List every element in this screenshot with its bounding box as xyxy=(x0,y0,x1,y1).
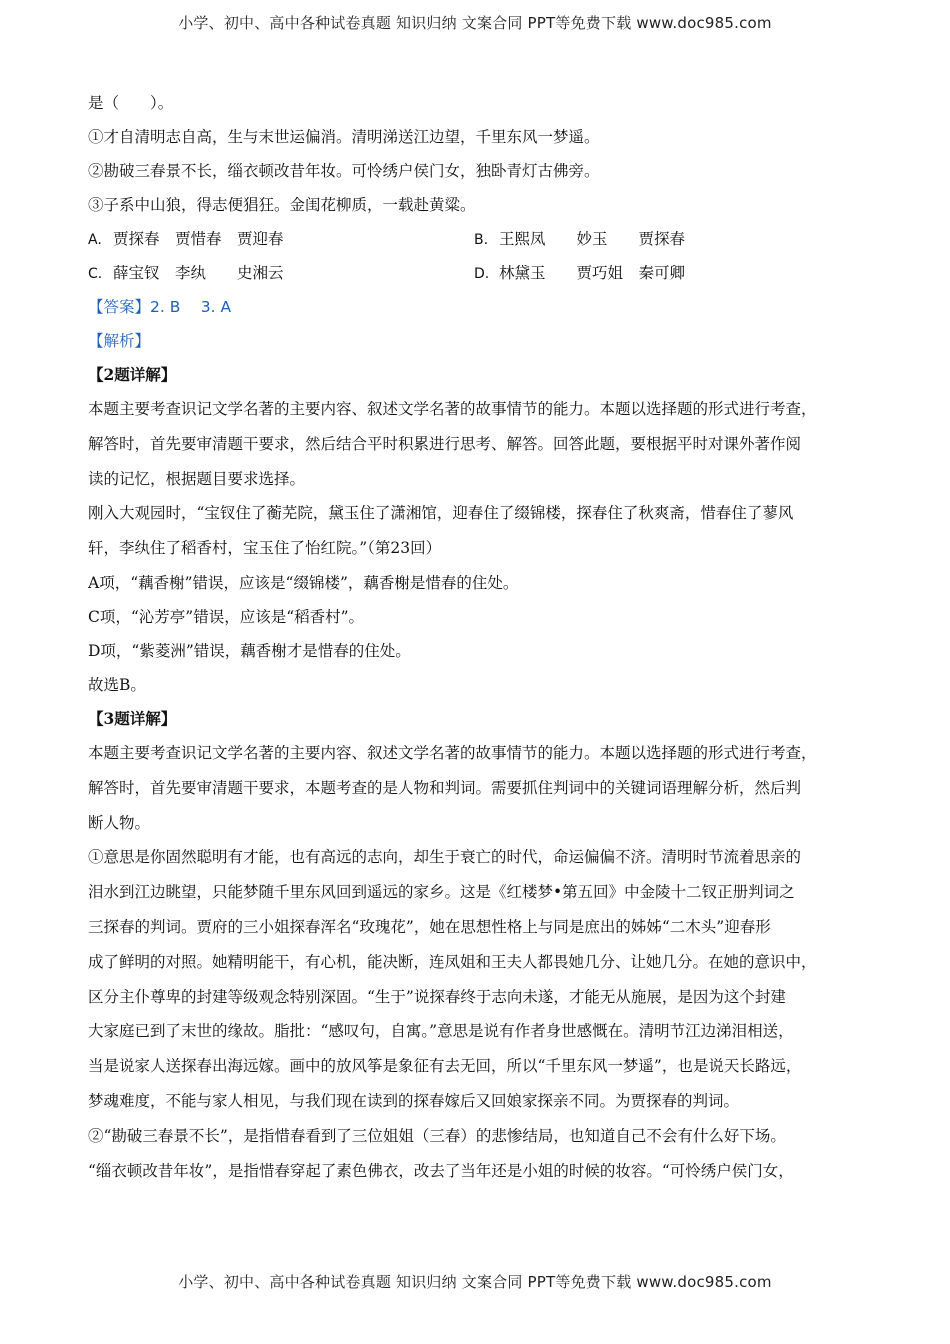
question-stem-tail: 是（ ）。 xyxy=(88,94,174,112)
option-letter: C. xyxy=(88,266,103,282)
paragraph-line: 区分主仆尊卑的封建等级观念特别深固。“生于”说探春终于志向未遂，才能无从施展，是因为这个封建 xyxy=(88,987,786,1006)
option-text: 贾探春 贾惜春 贾迎春 xyxy=(113,230,284,248)
analysis-label: 【解析】 xyxy=(88,332,151,350)
paragraph-line: 大家庭已到了末世的缘故。脂批：“感叹句，自寓。”意思是说有作者身世感慨在。清明节江边涕泪相送， xyxy=(88,1022,794,1041)
paragraph-line: 断人物。 xyxy=(88,813,151,832)
option-d xyxy=(474,256,860,290)
option-b xyxy=(474,222,860,256)
answer-line xyxy=(88,290,878,324)
paragraph-line: C项，“沁芳亭”错误，应该是“稻香村”。 xyxy=(88,607,365,626)
option-text: 薛宝钗 李纨 史湘云 xyxy=(113,264,284,282)
paragraph-line: D项，“紫菱洲”错误，藕香榭才是惜春的住处。 xyxy=(88,641,411,660)
judgement-line: ②勘破三春景不长，缁衣顿改昔年妆。可怜绣户侯门女，独卧青灯古佛旁。 xyxy=(88,162,600,180)
options-row xyxy=(88,256,878,290)
paragraph-line: 解答时，首先要审清题干要求，本题考查的是人物和判词。需要抓住判词中的关键词语理解分析，然后判 xyxy=(88,778,802,797)
option-letter: B. xyxy=(474,232,489,248)
paragraph-line: 轩，李纨住了稻香村，宝玉住了怡红院。”（第23回） xyxy=(88,539,442,558)
paragraph-line: 当是说家人送探春出海远嫁。画中的放风筝是象征有去无回，所以“千里东风一梦遥”，也是说天长路远， xyxy=(88,1057,802,1076)
option-letter: D. xyxy=(474,266,490,282)
option-text: 林黛玉 贾巧姐 秦可卿 xyxy=(499,264,686,282)
option-c xyxy=(88,256,474,290)
judgement-line: ③子系中山狼，得志便猖狂。金闺花柳质，一载赴黄粱。 xyxy=(88,196,476,214)
q3-title: 【3题详解】 xyxy=(88,708,177,728)
options-row xyxy=(88,222,878,256)
paragraph-line: ②“勘破三春景不长”，是指惜春看到了三位姐姐（三春）的悲惨结局，也知道自己不会有什么好下场。 xyxy=(88,1126,786,1145)
answer-label: 【答案】 xyxy=(88,298,151,316)
judgement-line: ①才自清明志自高，生与末世运偏消。清明涕送江边望，千里东风一梦遥。 xyxy=(88,128,600,146)
option-text: 王熙凤 妙玉 贾探春 xyxy=(499,230,686,248)
paragraph-line: 本题主要考查识记文学名著的主要内容、叙述文学名著的故事情节的能力。本题以选择题的形式进行考查， xyxy=(88,743,817,762)
option-a xyxy=(88,222,474,256)
analysis-line xyxy=(88,324,878,358)
answer-text: 2. B 3. A xyxy=(150,298,232,316)
paragraph-line: ①意思是你固然聪明有才能，也有高远的志向，却生于衰亡的时代，命运偏偏不济。清明时节流着思亲的 xyxy=(88,848,802,867)
document-body xyxy=(88,86,878,1188)
paragraph-line: 梦魂难度，不能与家人相见，与我们现在读到的探春嫁后又回娘家探亲不同。为贾探春的判词。 xyxy=(88,1091,740,1110)
header-banner: 小学、初中、高中各种试卷真题 知识归纳 文案合同 PPT等免费下载 www.doc985.com xyxy=(178,14,772,32)
paragraph-line: 读的记忆，根据题目要求选择。 xyxy=(88,469,306,488)
paragraph-line: 泪水到江边眺望，只能梦随千里东风回到遥远的家乡。这是《红楼梦•第五回》中金陵十二钗正册判词之 xyxy=(88,883,795,902)
paragraph-line: 故选B。 xyxy=(88,675,146,694)
q2-title: 【2题详解】 xyxy=(88,365,177,384)
paragraph-line: 三探春的判词。贾府的三小姐探春浑名“玫瑰花”，她在思想性格上与同是庶出的姊姊“二木头”迎春形 xyxy=(88,917,771,936)
option-letter: A. xyxy=(88,232,102,248)
paragraph-line: “缁衣顿改昔年妆”，是指惜春穿起了素色佛衣，改去了当年还是小姐的时候的妆容。“可怜绣户侯门女， xyxy=(88,1161,794,1180)
paragraph-line: 成了鲜明的对照。她精明能干，有心机，能决断，连凤姐和王夫人都畏她几分、让她几分。在她的意识中， xyxy=(88,952,817,971)
paragraph-line: A项，“藕香榭”错误，应该是“缀锦楼”，藕香榭是惜春的住处。 xyxy=(88,573,519,592)
paragraph-line: 本题主要考查识记文学名著的主要内容、叙述文学名著的故事情节的能力。本题以选择题的形式进行考查， xyxy=(88,400,817,418)
paragraph-line: 解答时，首先要审清题干要求，然后结合平时积累进行思考、解答。回答此题，要根据平时对课外著作阅 xyxy=(88,434,802,453)
paragraph-line: 刚入大观园时，“宝钗住了蘅芜院，黛玉住了潇湘馆，迎春住了缀锦楼，探春住了秋爽斋，惜春住了蓼风 xyxy=(88,504,794,523)
footer-banner: 小学、初中、高中各种试卷真题 知识归纳 文案合同 PPT等免费下载 www.doc985.com xyxy=(178,1273,772,1291)
